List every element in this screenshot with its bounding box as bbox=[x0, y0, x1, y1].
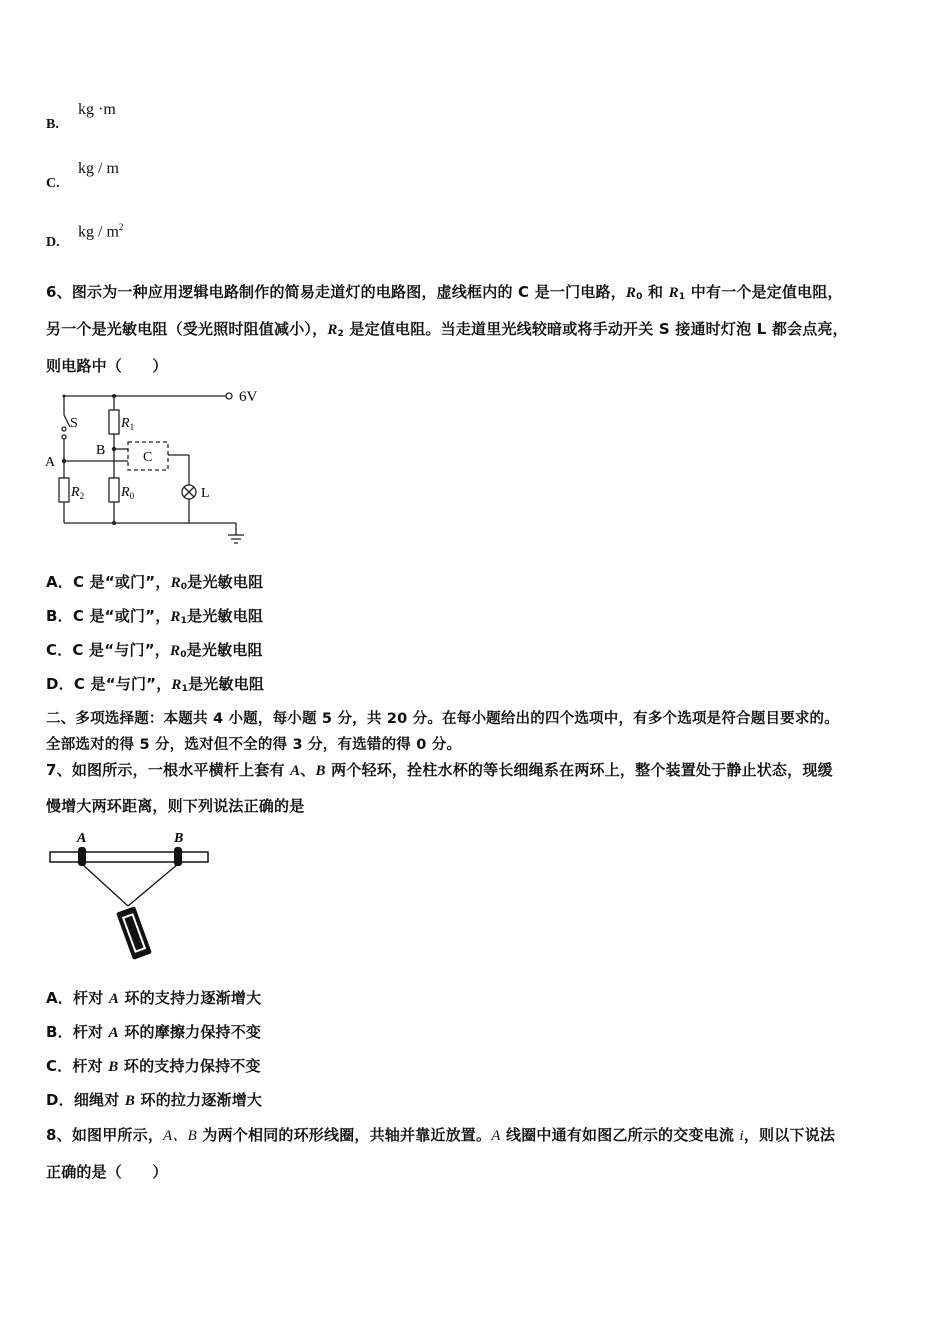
q6-stem-line1: 6、图示为一种应用逻辑电路制作的简易走道灯的电路图，虚线框内的 C 是一门电路，$R_0$ 和 $R_1$ 中有一个是定值电阻， bbox=[46, 283, 843, 302]
circuit-diagram bbox=[40, 385, 280, 555]
q8-stem-line1: 8、如图甲所示，A、B 为两个相同的环形线圈，共轴并靠近放置。A 线圈中通有如图乙所示的交变电流 i，则以下说法 bbox=[46, 1126, 836, 1144]
r0-label: $R_0$ bbox=[121, 485, 135, 501]
q7-option-d: D．细绳对 B 环的拉力逐渐增大 bbox=[46, 1091, 263, 1109]
q8-stem-line2: 正确的是（ ） bbox=[46, 1163, 168, 1181]
q7-option-b: B．杆对 A 环的摩擦力保持不变 bbox=[46, 1023, 262, 1041]
option-letter: D. bbox=[46, 235, 60, 250]
gate-label: C bbox=[143, 450, 153, 465]
section2-heading-line1: 二、多项选择题：本题共 4 小题，每小题 5 分，共 20 分。在每小题给出的四个选项中，有多个选项是符合题目要求的。 bbox=[46, 711, 839, 727]
q7-option-c: C．杆对 B 环的支持力保持不变 bbox=[46, 1057, 261, 1075]
r2-label: $R_2$ bbox=[71, 485, 85, 501]
q7-stem-line2: 慢增大两环距离，则下列说法正确的是 bbox=[46, 797, 305, 815]
option-unit: kg / $m^2$ bbox=[78, 222, 124, 241]
q7-option-a: A．杆对 A 环的支持力逐渐增大 bbox=[46, 989, 262, 1007]
q6-option-b: B．C 是“或门”，$R_1$是光敏电阻 bbox=[46, 607, 264, 626]
q6-option-d: D．C 是“与门”，$R_1$是光敏电阻 bbox=[46, 675, 265, 694]
q6-stem-line3: 则电路中（ ） bbox=[46, 357, 168, 375]
option-letter: C. bbox=[46, 176, 60, 191]
rod-cup-figure bbox=[40, 826, 220, 966]
node-a-label: A bbox=[45, 455, 56, 470]
lamp-label: L bbox=[201, 486, 210, 501]
ring-a-label: A bbox=[77, 831, 87, 846]
q6-option-a: A．C 是“或门”，$R_0$是光敏电阻 bbox=[46, 573, 264, 592]
option-unit: kg ·m bbox=[78, 101, 116, 118]
q6-option-c: C．C 是“与门”，$R_0$是光敏电阻 bbox=[46, 641, 263, 660]
voltage-label: 6V bbox=[239, 389, 258, 405]
switch-label: S bbox=[70, 416, 78, 431]
r1-label: $R_1$ bbox=[121, 416, 135, 432]
node-b-label: B bbox=[96, 443, 106, 458]
q7-stem-line1: 7、如图所示，一根水平横杆上套有 A、B 两个轻环，拴柱水杯的等长细绳系在两环上，整个装置处于静止状态，现缓 bbox=[46, 761, 833, 779]
option-unit: kg / m bbox=[78, 160, 119, 177]
section2-heading-line2: 全部选对的得 5 分，选对但不全的得 3 分，有选错的得 0 分。 bbox=[46, 737, 462, 753]
q6-stem-line2: 另一个是光敏电阻（受光照时阻值减小），$R_2$ 是定值电阻。当走道里光线较暗或将手动开关 S 接通时灯泡 L 都会点亮， bbox=[46, 320, 848, 339]
ring-b-label: B bbox=[174, 831, 184, 846]
option-letter: B. bbox=[46, 117, 59, 132]
